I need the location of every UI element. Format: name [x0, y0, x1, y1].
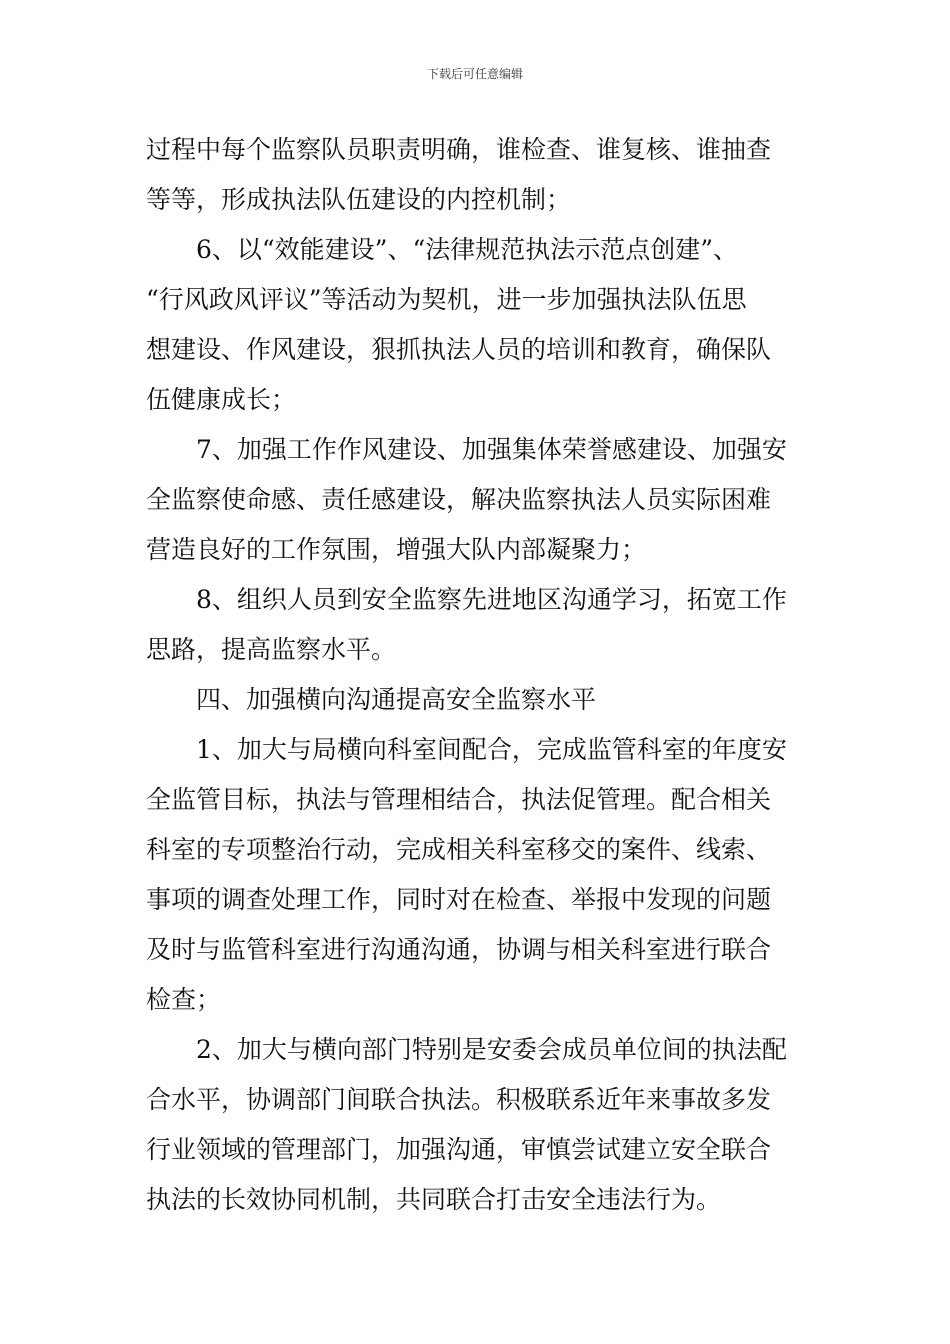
text-line: 检查；: [146, 985, 222, 1014]
text-line: 1、加大与局横向科室间配合，完成监管科室的年度安: [196, 735, 787, 764]
text-line: “行风政风评议”等活动为契机，进一步加强执法队伍思: [146, 285, 747, 314]
text-line: 营造良好的工作氛围，增强大队内部凝聚力；: [146, 535, 647, 564]
text-line: 及时与监管科室进行沟通沟通，协调与相关科室进行联合: [146, 935, 772, 964]
text-line: 想建设、作风建设，狠抓执法人员的培训和教育，确保队: [146, 335, 772, 364]
text-line: 思路，提高监察水平。: [146, 635, 397, 664]
text-line: 科室的专项整治行动，完成相关科室移交的案件、线索、: [146, 835, 772, 864]
text-line: 6、以“效能建设”、“法律规范执法示范点创建”、: [196, 235, 739, 264]
text-line: 执法的长效协同机制，共同联合打击安全违法行为。: [146, 1185, 722, 1214]
text-line: 事项的调查处理工作，同时对在检查、举报中发现的问题: [146, 885, 772, 914]
text-line: 全监管目标，执法与管理相结合，执法促管理。配合相关: [146, 785, 772, 814]
text-line: 合水平，协调部门间联合执法。积极联系近年来事故多发: [146, 1085, 772, 1114]
text-line: 过程中每个监察队员职责明确，谁检查、谁复核、谁抽查: [146, 135, 772, 164]
text-line: 2、加大与横向部门特别是安委会成员单位间的执法配: [196, 1035, 787, 1064]
section-heading: 四、加强横向沟通提高安全监察水平: [196, 685, 597, 714]
page-header-note: 下载后可任意编辑: [426, 67, 523, 81]
text-line: 行业领域的管理部门，加强沟通，审慎尝试建立安全联合: [146, 1135, 772, 1164]
text-line: 8、组织人员到安全监察先进地区沟通学习，拓宽工作: [196, 585, 787, 614]
text-line: 7、加强工作作风建设、加强集体荣誉感建设、加强安: [196, 435, 787, 464]
text-line: 伍健康成长；: [146, 385, 297, 414]
text-line: 全监察使命感、责任感建设，解决监察执法人员实际困难: [146, 485, 772, 514]
text-line: 等等，形成执法队伍建设的内控机制；: [146, 185, 572, 214]
